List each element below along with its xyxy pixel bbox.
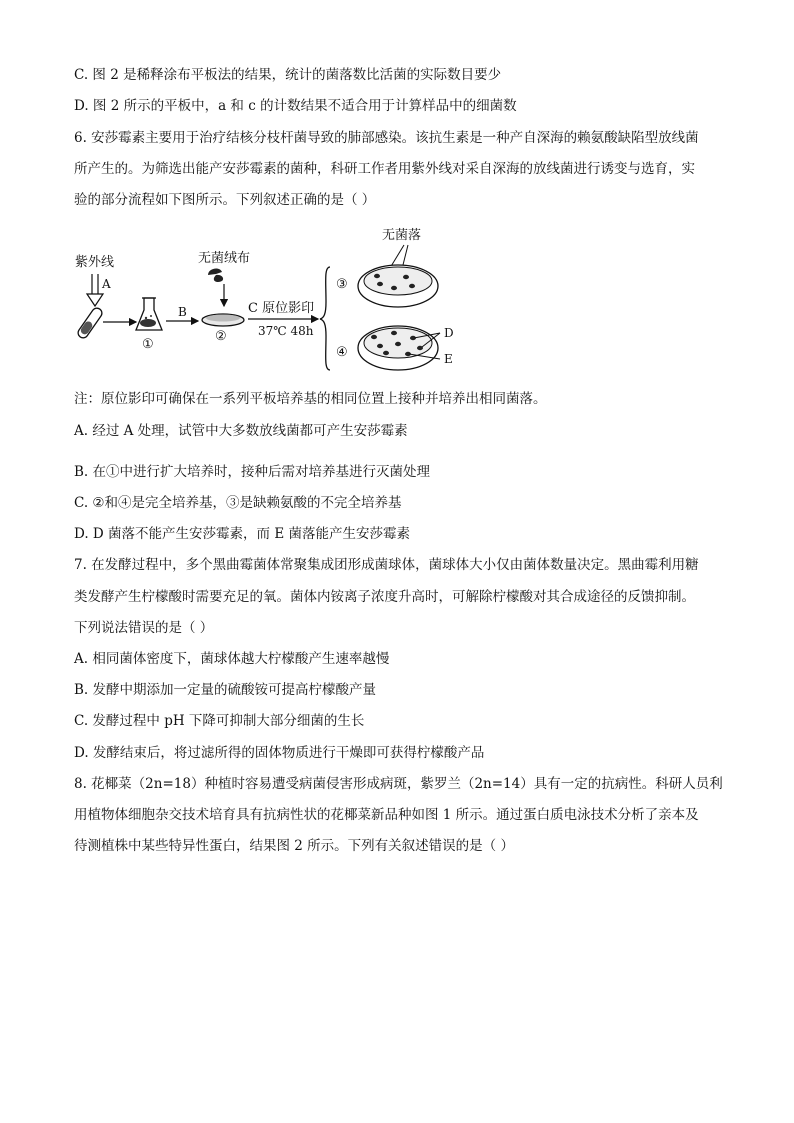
plate-2-icon xyxy=(202,314,244,326)
option-7d: D. 发酵结束后，将过滤所得的固体物质进行干燥即可获得柠檬酸产品 xyxy=(74,745,485,761)
question-6-stem-line-1: 6. 安莎霉素主要用于治疗结核分枝杆菌导致的肺部感染。该抗生素是一种产自深海的赖氨酸缺陷型放线菌 xyxy=(74,130,699,146)
plate-4-icon xyxy=(358,326,438,370)
question-6-stem-line-3: 验的部分流程如下图所示。下列叙述正确的是（ ） xyxy=(74,192,376,208)
option-7c: C. 发酵过程中 pH 下降可抑制大部分细菌的生长 xyxy=(74,713,365,729)
option-7b: B. 发酵中期添加一定量的硫酸铵可提高柠檬酸产量 xyxy=(74,682,377,698)
label-3: ③ xyxy=(336,277,348,292)
arrow-c-label: C 原位影印 xyxy=(248,301,315,316)
culture-condition: 37℃ 48h xyxy=(258,324,314,338)
uv-arrow-icon xyxy=(87,274,103,306)
experiment-flow-figure xyxy=(68,222,468,372)
question-8-stem-line-3: 待测植株中某些特异性蛋白，结果图 2 所示。下列有关叙述错误的是（ ） xyxy=(74,838,514,854)
option-7a: A. 相同菌体密度下，菌球体越大柠檬酸产生速率越慢 xyxy=(74,651,390,667)
plate-3-icon xyxy=(358,265,438,307)
sterile-cloth-icon xyxy=(208,268,223,282)
question-7-stem-line-1: 7. 在发酵过程中，多个黑曲霉菌体常聚集成团形成菌球体，菌球体大小仅由菌体数量决定。黑曲霉利用糖 xyxy=(74,557,699,573)
label-4: ④ xyxy=(336,345,348,360)
no-colony-label: 无菌落 xyxy=(382,228,422,243)
question-8-stem-line-2: 用植物体细胞杂交技术培育具有抗病性状的花椰菜新品种如图 1 所示。通过蛋白质电泳技术分析了亲本及 xyxy=(74,807,699,823)
figure-note: 注：原位影印可确保在一系列平板培养基的相同位置上接种并培养出相同菌落。 xyxy=(74,391,547,407)
question-8-stem-line-1: 8. 花椰菜（2n=18）种植时容易遭受病菌侵害形成病斑，紫罗兰（2n=14）具有一定的抗病性。科研人员利 xyxy=(74,776,723,792)
option-6c: C. ②和④是完全培养基，③是缺赖氨酸的不完全培养基 xyxy=(74,495,402,511)
test-tube-icon xyxy=(76,306,104,340)
question-7-stem-line-3: 下列说法错误的是（ ） xyxy=(74,620,214,636)
sterile-cloth-label: 无菌绒布 xyxy=(198,251,251,266)
label-d: D xyxy=(444,326,454,340)
option-5c: C. 图 2 是稀释涂布平板法的结果，统计的菌落数比活菌的实际数目要少 xyxy=(74,67,502,83)
brace-icon xyxy=(320,267,330,370)
option-5d: D. 图 2 所示的平板中，a 和 c 的计数结果不适合用于计算样品中的细菌数 xyxy=(74,98,517,114)
label-e: E xyxy=(444,352,453,366)
question-7-stem-line-2: 类发酵产生柠檬酸时需要充足的氧。菌体内铵离子浓度升高时，可解除柠檬酸对其合成途径的反馈抑制。 xyxy=(74,589,695,605)
option-6b: B. 在①中进行扩大培养时，接种后需对培养基进行灭菌处理 xyxy=(74,464,431,480)
option-6d: D. D 菌落不能产生安莎霉素，而 E 菌落能产生安莎霉素 xyxy=(74,526,410,542)
label-2: ② xyxy=(215,329,227,344)
arrow-a-label: A xyxy=(102,277,111,291)
option-6a: A. 经过 A 处理，试管中大多数放线菌都可产生安莎霉素 xyxy=(74,423,408,439)
question-6-stem-line-2: 所产生的。为筛选出能产安莎霉素的菌种，科研工作者用紫外线对采自深海的放线菌进行诱变与选育，实 xyxy=(74,161,695,177)
label-1: ① xyxy=(142,337,154,352)
arrow-b-label: B xyxy=(178,305,187,319)
flask-icon xyxy=(136,298,162,330)
uv-label: 紫外线 xyxy=(75,255,115,270)
